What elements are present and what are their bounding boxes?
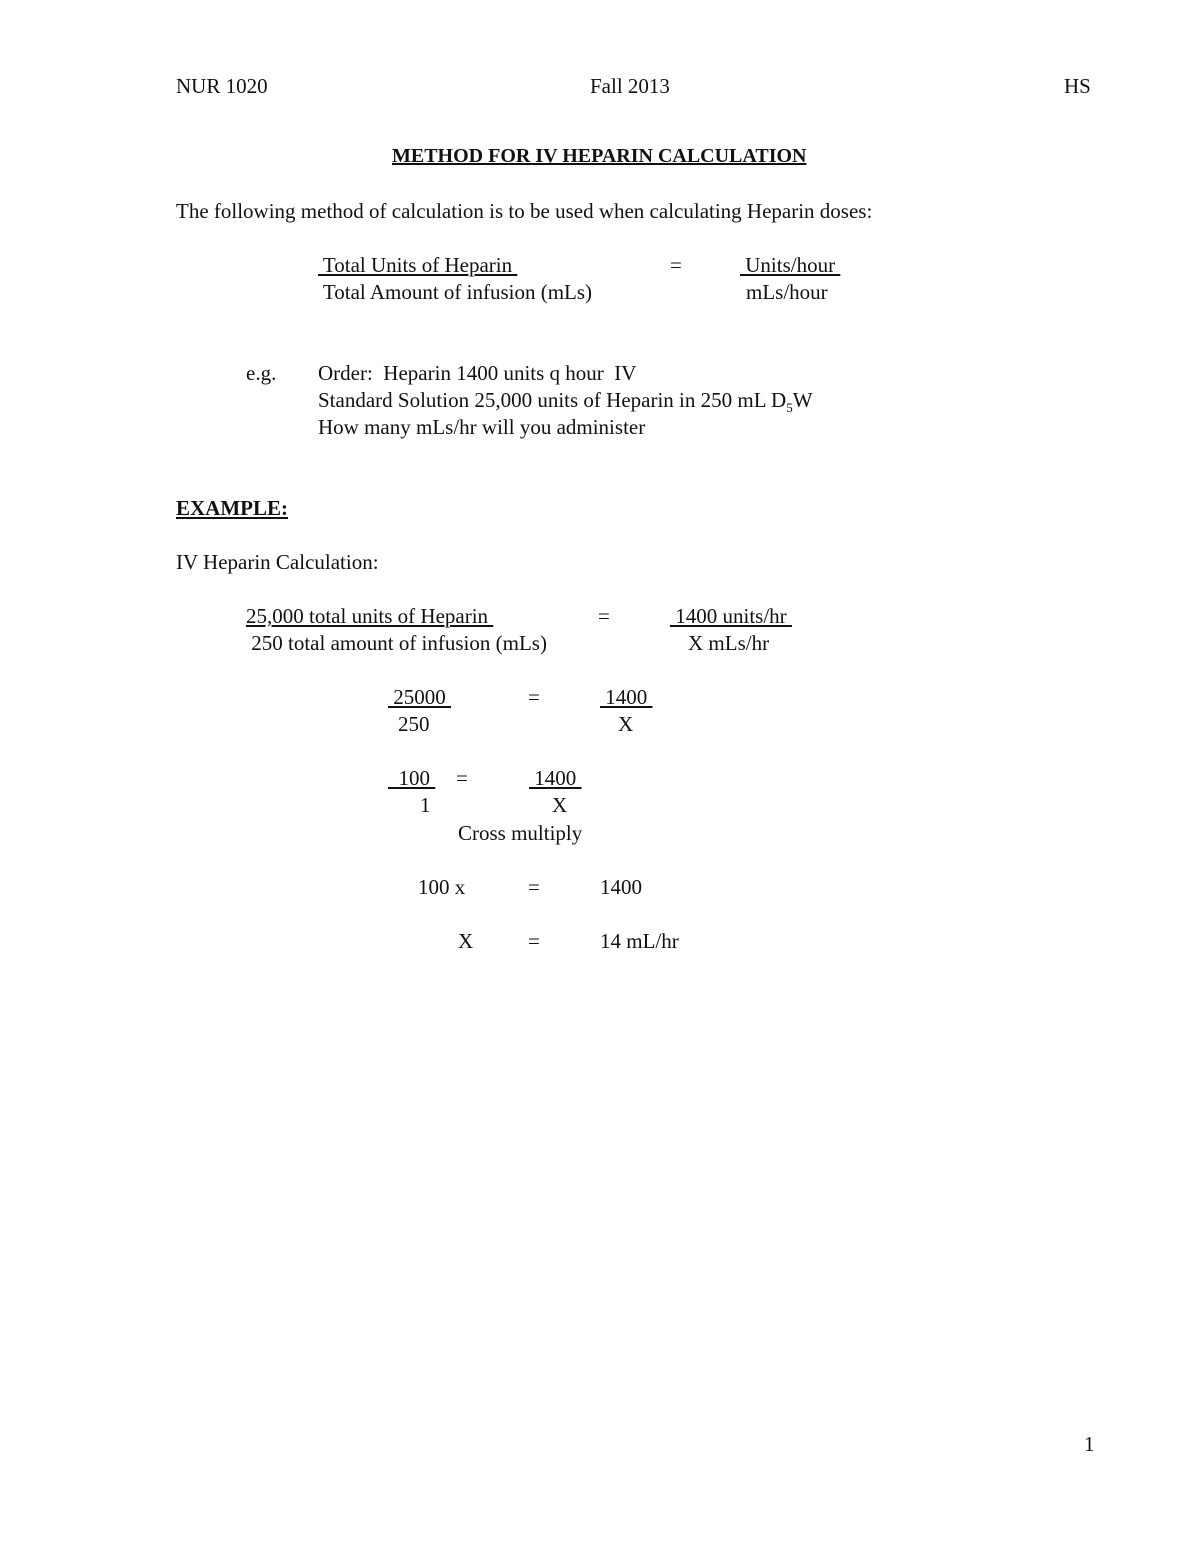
intro-text: The following method of calculation is to be used when calculating Heparin doses: — [176, 199, 873, 223]
step2-right-denominator: X — [618, 712, 634, 736]
step2-left-denominator: 250 — [398, 712, 430, 736]
step1-equals: = — [598, 604, 610, 628]
cross-multiply-note: Cross multiply — [458, 821, 583, 845]
step3-right-numerator: 1400 — [529, 766, 582, 790]
header-initials: HS — [1064, 74, 1091, 98]
step5-result: 14 mL/hr — [600, 929, 679, 953]
step4-equals: = — [528, 875, 540, 899]
step1-right-numerator: 1400 units/hr — [670, 604, 792, 628]
step3-left-denominator: 1 — [420, 793, 431, 817]
step1-left-denominator: 250 total amount of infusion (mLs) — [246, 631, 547, 655]
step2-equals: = — [528, 685, 540, 709]
header-course: NUR 1020 — [176, 74, 268, 98]
step4-right: 1400 — [600, 875, 642, 899]
example-subheading: IV Heparin Calculation: — [176, 550, 379, 574]
example-heading: EXAMPLE: — [176, 496, 288, 520]
step5-left: X — [458, 929, 474, 953]
formula-left-numerator: Total Units of Heparin — [318, 253, 518, 277]
formula-equals: = — [670, 253, 682, 277]
eg-solution: Standard Solution 25,000 units of Heparin in 250 mL $D_5W$ — [318, 388, 813, 416]
page-number: 1 — [1084, 1432, 1095, 1456]
formula-right-denominator: mLs/hour — [746, 280, 828, 304]
header-term: Fall 2013 — [590, 74, 670, 98]
page-title: METHOD FOR IV HEPARIN CALCULATION — [392, 145, 807, 167]
step2-right-numerator: 1400 — [600, 685, 653, 709]
eg-question: How many mLs/hr will you administer — [318, 415, 646, 439]
step4-left: 100 x — [418, 875, 466, 899]
step3-equals: = — [456, 766, 468, 790]
eg-label: e.g. — [246, 361, 277, 385]
step1-right-denominator: X mLs/hr — [688, 631, 770, 655]
eg-order: Order: Heparin 1400 units q hour IV — [318, 361, 637, 385]
step3-right-denominator: X — [552, 793, 568, 817]
step3-left-numerator: 100 — [388, 766, 436, 790]
formula-left-denominator: Total Amount of infusion (mLs) — [318, 280, 593, 304]
step1-left-numerator: 25,000 total units of Heparin — [246, 604, 494, 628]
step5-equals: = — [528, 929, 540, 953]
formula-right-numerator: Units/hour — [740, 253, 841, 277]
step2-left-numerator: 25000 — [388, 685, 451, 709]
